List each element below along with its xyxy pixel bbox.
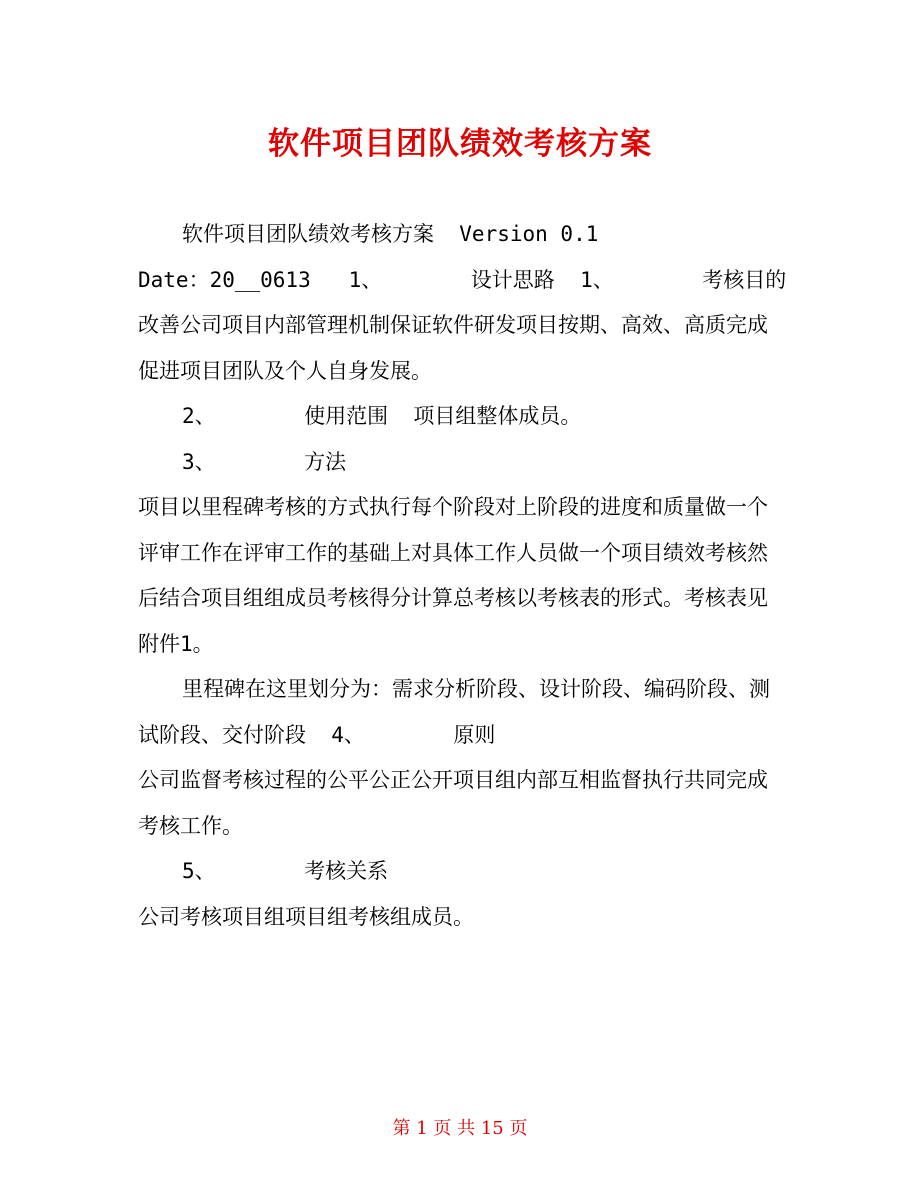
paragraph-date-purpose: Date：20__0613 1、 设计思路 1、 考核目的 改善公司项目内部管理机制保证软件研发项目按期、高效、高质完成促进项目团队及个人自身发展。 <box>138 267 812 383</box>
paragraph-method: 项目以里程碑考核的方式执行每个阶段对上阶段的进度和质量做一个评审工作在评审工作的基础上对具体工作人员做一个项目绩效考核然后结合项目组组成员考核得分计算总考核以考核表的形式。考核表见附件1。 <box>138 495 768 656</box>
paragraph-method-heading: 3、 方法 <box>182 449 347 474</box>
page-number-footer: 第 1 页 共 15 页 <box>392 1118 528 1139</box>
document-title: 软件项目团队绩效考核方案 <box>268 126 652 162</box>
paragraph-milestones: 里程碑在这里划分为：需求分析阶段、设计阶段、编码阶段、测试阶段、交付阶段 4、 原则 <box>138 677 770 747</box>
document-body <box>138 212 812 940</box>
paragraph-relation-heading: 5、 考核关系 <box>182 859 389 883</box>
paragraph-version: 软件项目团队绩效考核方案 Version 0.1 <box>182 222 599 246</box>
paragraph-relation: 公司考核项目组项目组考核组成员。 <box>138 904 474 929</box>
paragraph-principle: 公司监督考核过程的公平公正公开项目组内部互相监督执行共同完成考核工作。 <box>138 768 768 838</box>
paragraph-scope: 2、 使用范围 项目组整体成员。 <box>182 404 582 428</box>
